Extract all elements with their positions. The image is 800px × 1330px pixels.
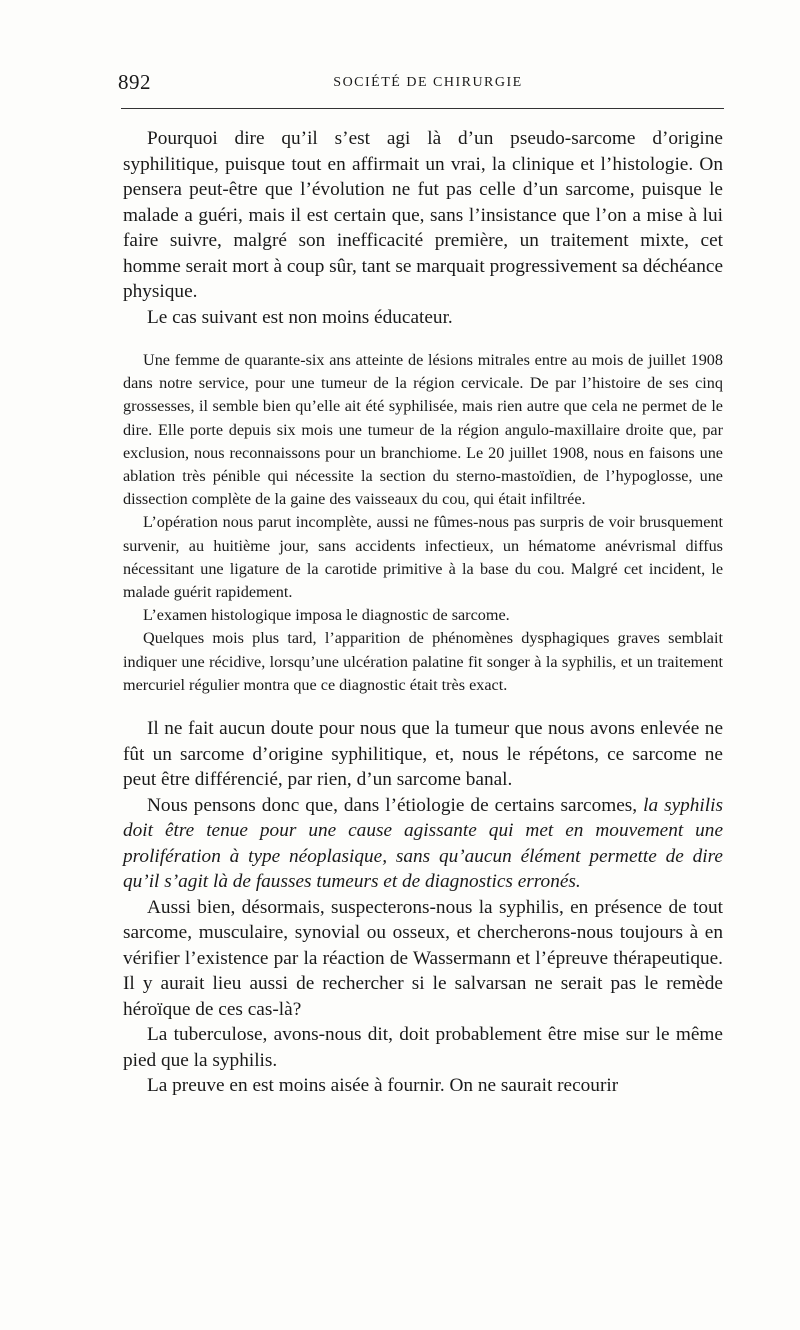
paragraph: Aussi bien, désormais, suspecterons-nous la syphilis, en présence de tout sarcome, musculaire, synovial ou osseux, et chercherons-nous toujours à en vérifier l’existence par la réaction de Wassermann et l’épreuve thérapeutique. Il y aurait lieu aussi de rechercher si le salvarsan ne serait pas le remède héroïque de ces cas-là? [123,896,723,1020]
paragraph: La tuberculose, avons-nous dit, doit probablement être mise sur le même pied que la syphilis. [123,1024,723,1071]
case-paragraph: Une femme de quarante-six ans atteinte de lésions mitrales entre au mois de juillet 1908 dans notre service, pour une tumeur de la région cervicale. De par l’histoire de ses cinq grossesses, il semble bien qu’elle ait été syphilisée, mais rien autre que cela ne permet de le dire. Elle porte depuis six mois une tumeur de la région angulo-maxillaire droite que, par exclusion, nous reconnaissons pour un branchiome. Le 20 juillet 1908, nous en faisons une ablation très pénible qui nécessite la section du sterno-mastoïdien, de l’hypoglosse, une dissection complète de la gaine des vaisseaux du cou, qui était infiltrée. [123,351,723,509]
italic-conclusion: la syphilis doit être tenue pour une cause agissante qui met en mouvement une prolifération à type néoplasique, sans qu’aucun élément permette de dire qu’il s’agit là de fausses tumeurs et de diagnostics erronés. [123,794,723,893]
body-text [123,126,723,1099]
paragraph [123,793,723,895]
case-paragraph: L’examen histologique imposa le diagnostic de sarcome. [143,606,510,625]
main-text-section [123,126,723,330]
case-paragraph: Quelques mois plus tard, l’apparition de phénomènes dysphagiques graves semblait indiquer une récidive, lorsqu’une ulcération palatine fit songer à la syphilis, et un traitement mercuriel régulier montra que ce diagnostic était très exact. [123,629,723,694]
running-head: SOCIÉTÉ DE CHIRURGIE [333,75,523,90]
case-report [123,349,723,697]
paragraph-lead: Nous pensons donc que, dans l’étiologie de certains sarcomes, [147,794,638,816]
paragraph: Il ne fait aucun doute pour nous que la tumeur que nous avons enlevée ne fût un sarcome d’origine syphilitique, et, nous le répétons, ce sarcome ne peut être différencié, par rien, d’un sarcome banal. [123,718,723,791]
main-text-section [123,716,723,1099]
paragraph: Le cas suivant est non moins éducateur. [147,306,453,328]
header-rule [121,108,724,109]
page-header [118,70,723,98]
paragraph: La preuve en est moins aisée à fournir. On ne saurait recourir [147,1075,619,1097]
page-number: 892 [118,70,151,94]
paragraph: Pourquoi dire qu’il s’est agi là d’un pseudo-sarcome d’origine syphilitique, puisque tout en affirmait un vrai, la clinique et l’histologie. On pensera peut-être que l’évolution ne fut pas celle d’un sarcome, puisque le malade a guéri, mais il est certain que, sans l’insistance que l’on a mise à lui faire suivre, malgré son inefficacité première, un traitement mixte, cet homme serait mort à coup sûr, tant se marquait progressivement sa déchéance physique. [123,128,723,302]
case-paragraph: L’opération nous parut incomplète, aussi ne fûmes-nous pas surpris de voir brusquement survenir, au huitième jour, sans accidents infectieux, un hématome anévrismal diffus nécessitant une ligature de la carotide primitive à la base du cou. Malgré cet incident, le malade guérit rapidement. [123,513,723,602]
